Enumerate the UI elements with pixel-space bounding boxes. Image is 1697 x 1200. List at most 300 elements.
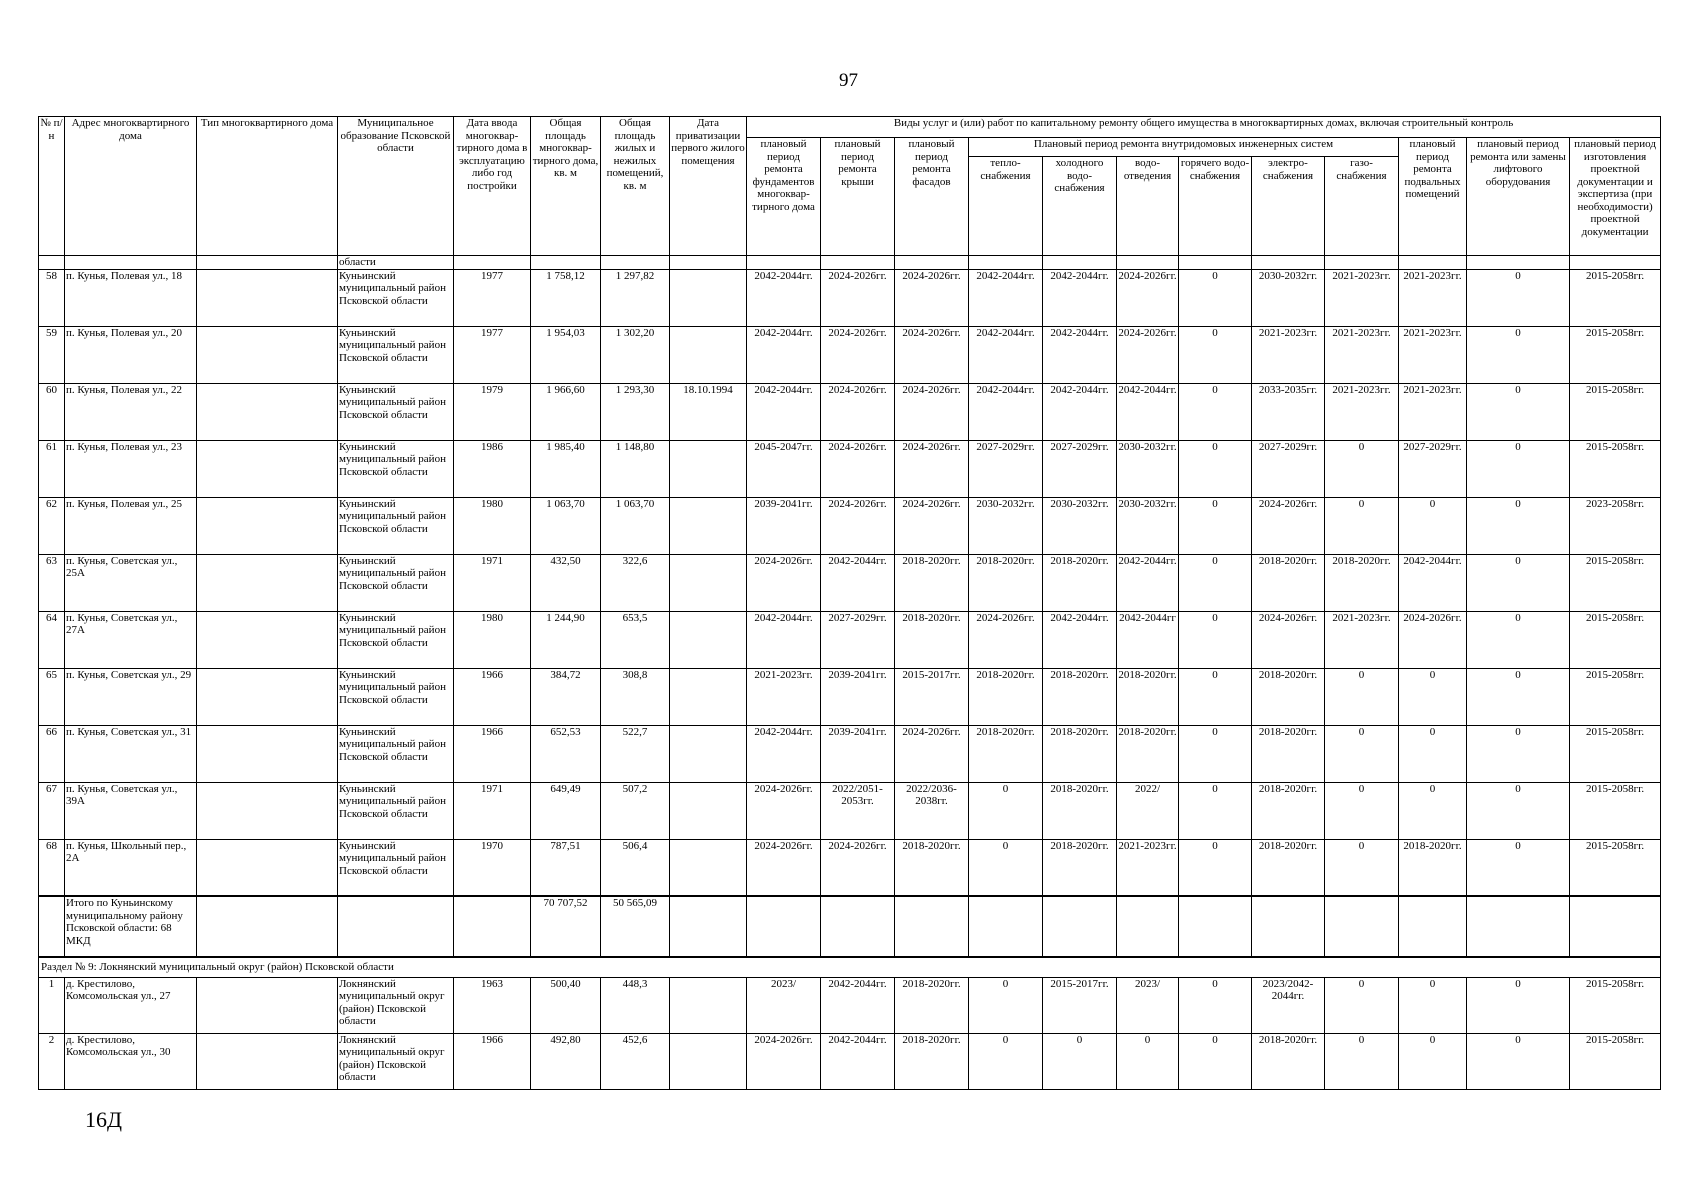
cell-privatization bbox=[670, 782, 747, 839]
cell-drainage: 2030-2032гг. bbox=[1117, 497, 1179, 554]
cell-roof: 2027-2029гг. bbox=[821, 611, 895, 668]
cell-drainage: 2022/ bbox=[1117, 782, 1179, 839]
cell-num: 1 bbox=[39, 977, 65, 1033]
cell-facade: 2024-2026гг. bbox=[895, 383, 969, 440]
cell-basement: 2018-2020гг. bbox=[1399, 839, 1467, 896]
cell-privatization bbox=[670, 977, 747, 1033]
header-gas: газо-снабжения bbox=[1325, 157, 1399, 256]
cell-hot-water: 0 bbox=[1179, 611, 1252, 668]
cell-gas: 0 bbox=[1325, 440, 1399, 497]
cell-foundation: 2024-2026гг. bbox=[747, 839, 821, 896]
cell-heat: 2042-2044гг. bbox=[969, 383, 1043, 440]
cell-electric: 2033-2035гг. bbox=[1252, 383, 1325, 440]
cell-gas: 2021-2023гг. bbox=[1325, 326, 1399, 383]
cell-num: 2 bbox=[39, 1033, 65, 1089]
table-row bbox=[39, 668, 1661, 725]
cell-total-area: 1 966,60 bbox=[531, 383, 601, 440]
cell-foundation: 2042-2044гг. bbox=[747, 725, 821, 782]
cell-gas: 0 bbox=[1325, 839, 1399, 896]
header-foundation: плановый период ремонта фундаментов многоквар-тирного дома bbox=[747, 138, 821, 256]
cell-municipality: Куньинский муниципальный район Псковской области bbox=[338, 611, 454, 668]
cell-facade: 2024-2026гг. bbox=[895, 326, 969, 383]
capital-repair-table bbox=[38, 116, 1661, 1090]
cell-municipality: Локнянский муниципальный округ (район) Псковской области bbox=[338, 1033, 454, 1089]
header-roof: плановый период ремонта крыши bbox=[821, 138, 895, 256]
cell-facade: 2018-2020гг. bbox=[895, 839, 969, 896]
cell-foundation: 2021-2023гг. bbox=[747, 668, 821, 725]
cell-facade: 2018-2020гг. bbox=[895, 554, 969, 611]
cell-municipality: Куньинский муниципальный район Псковской области bbox=[338, 269, 454, 326]
cell-facade: 2015-2017гг. bbox=[895, 668, 969, 725]
cell-heat: 2018-2020гг. bbox=[969, 554, 1043, 611]
cell-privatization bbox=[670, 269, 747, 326]
cell-elevator: 0 bbox=[1467, 383, 1570, 440]
cell-hot-water: 0 bbox=[1179, 668, 1252, 725]
cell-year: 1971 bbox=[454, 554, 531, 611]
cell-foundation: 2042-2044гг. bbox=[747, 611, 821, 668]
cell-cold-water: 2018-2020гг. bbox=[1043, 668, 1117, 725]
cell-cold-water: 2027-2029гг. bbox=[1043, 440, 1117, 497]
cell-facade: 2024-2026гг. bbox=[895, 269, 969, 326]
total-row bbox=[39, 896, 1661, 957]
cell-municipality: Куньинский муниципальный район Псковской области bbox=[338, 839, 454, 896]
cell-num: 62 bbox=[39, 497, 65, 554]
cell-foundation: 2042-2044гг. bbox=[747, 383, 821, 440]
cell-cold-water: 2042-2044гг. bbox=[1043, 269, 1117, 326]
header-drainage: водо-отведения bbox=[1117, 157, 1179, 256]
cell-elevator: 0 bbox=[1467, 668, 1570, 725]
cell-roof: 2024-2026гг. bbox=[821, 269, 895, 326]
cell-type bbox=[197, 725, 338, 782]
header-cold-water: холодного водо-снабжения bbox=[1043, 157, 1117, 256]
cell-electric: 2018-2020гг. bbox=[1252, 839, 1325, 896]
cell-gas: 2021-2023гг. bbox=[1325, 611, 1399, 668]
cell-num: 64 bbox=[39, 611, 65, 668]
cell-num: 65 bbox=[39, 668, 65, 725]
cell-living-area: 1 148,80 bbox=[601, 440, 670, 497]
cell-municipality: Куньинский муниципальный район Псковской области bbox=[338, 782, 454, 839]
cell-hot-water: 0 bbox=[1179, 383, 1252, 440]
cell-type bbox=[197, 668, 338, 725]
cell-elevator: 0 bbox=[1467, 269, 1570, 326]
cell-total-area: 1 758,12 bbox=[531, 269, 601, 326]
total-label: Итого по Куньинскому муниципальному району Псковской области: 68 МКД bbox=[65, 896, 197, 957]
header-systems-group: Плановый период ремонта внутридомовых инженерных систем bbox=[969, 138, 1399, 157]
cell-privatization bbox=[670, 839, 747, 896]
total-area: 70 707,52 bbox=[531, 896, 601, 957]
cell-address: п. Кунья, Советская ул., 39А bbox=[65, 782, 197, 839]
cell-design: 2015-2058гг. bbox=[1570, 269, 1661, 326]
section-title: Раздел № 9: Локнянский муниципальный округ (район) Псковской области bbox=[39, 957, 1661, 977]
cell-num: 63 bbox=[39, 554, 65, 611]
cell-design: 2015-2058гг. bbox=[1570, 1033, 1661, 1089]
cell-facade: 2024-2026гг. bbox=[895, 725, 969, 782]
cell-living-area: 507,2 bbox=[601, 782, 670, 839]
table-row bbox=[39, 383, 1661, 440]
cell-facade: 2018-2020гг. bbox=[895, 977, 969, 1033]
cell-municipality: Куньинский муниципальный район Псковской области bbox=[338, 668, 454, 725]
cell-address: п. Кунья, Полевая ул., 20 bbox=[65, 326, 197, 383]
footer-mark: 16Д bbox=[85, 1107, 123, 1132]
cell-address: д. Крестилово, Комсомольская ул., 27 bbox=[65, 977, 197, 1033]
cell-year: 1979 bbox=[454, 383, 531, 440]
cell-total-area: 652,53 bbox=[531, 725, 601, 782]
cell-num: 60 bbox=[39, 383, 65, 440]
cell-gas: 0 bbox=[1325, 497, 1399, 554]
cell-heat: 0 bbox=[969, 839, 1043, 896]
cell-drainage: 2018-2020гг. bbox=[1117, 668, 1179, 725]
cell-type bbox=[197, 326, 338, 383]
cell-year: 1980 bbox=[454, 611, 531, 668]
cell-roof: 2022/2051-2053гг. bbox=[821, 782, 895, 839]
cell-roof: 2042-2044гг. bbox=[821, 554, 895, 611]
cell-foundation: 2045-2047гг. bbox=[747, 440, 821, 497]
cell-municipality: Куньинский муниципальный район Псковской области bbox=[338, 554, 454, 611]
header-privatization-date: Дата приватизации первого жилого помещения bbox=[670, 117, 747, 256]
cell-type bbox=[197, 977, 338, 1033]
cell-address: п. Кунья, Полевая ул., 18 bbox=[65, 269, 197, 326]
cell-privatization bbox=[670, 440, 747, 497]
cell-gas: 0 bbox=[1325, 1033, 1399, 1089]
cell-heat: 2024-2026гг. bbox=[969, 611, 1043, 668]
cell-address: п. Кунья, Советская ул., 27А bbox=[65, 611, 197, 668]
cell-privatization bbox=[670, 554, 747, 611]
cell-roof: 2039-2041гг. bbox=[821, 668, 895, 725]
cell-elevator: 0 bbox=[1467, 977, 1570, 1033]
cell-foundation: 2024-2026гг. bbox=[747, 1033, 821, 1089]
cell-foundation: 2024-2026гг. bbox=[747, 554, 821, 611]
cell-heat: 2042-2044гг. bbox=[969, 326, 1043, 383]
cell-design: 2015-2058гг. bbox=[1570, 326, 1661, 383]
cell-drainage: 2042-2044гг bbox=[1117, 611, 1179, 668]
cell-electric: 2023/2042-2044гг. bbox=[1252, 977, 1325, 1033]
cell-roof: 2039-2041гг. bbox=[821, 725, 895, 782]
cell-total-area: 432,50 bbox=[531, 554, 601, 611]
cell-living-area: 1 063,70 bbox=[601, 497, 670, 554]
cell-basement: 2024-2026гг. bbox=[1399, 611, 1467, 668]
cell-cold-water: 2018-2020гг. bbox=[1043, 839, 1117, 896]
cell-hot-water: 0 bbox=[1179, 554, 1252, 611]
cell-municipality: Локнянский муниципальный округ (район) Псковской области bbox=[338, 977, 454, 1033]
cell-design: 2015-2058гг. bbox=[1570, 668, 1661, 725]
cell-cold-water: 2018-2020гг. bbox=[1043, 554, 1117, 611]
cell-type bbox=[197, 839, 338, 896]
cell-type bbox=[197, 611, 338, 668]
cell-privatization bbox=[670, 1033, 747, 1089]
cell-living-area: 1 302,20 bbox=[601, 326, 670, 383]
cell-gas: 0 bbox=[1325, 725, 1399, 782]
cell-basement: 0 bbox=[1399, 977, 1467, 1033]
header-heat: тепло-снабжения bbox=[969, 157, 1043, 256]
cell-year: 1980 bbox=[454, 497, 531, 554]
header-commission-date: Дата ввода многоквар-тирного дома в эксплуатацию либо год постройки bbox=[454, 117, 531, 256]
cell-address: п. Кунья, Полевая ул., 25 bbox=[65, 497, 197, 554]
cell-type bbox=[197, 269, 338, 326]
cell-living-area: 506,4 bbox=[601, 839, 670, 896]
cell-year: 1977 bbox=[454, 269, 531, 326]
cell-roof: 2024-2026гг. bbox=[821, 383, 895, 440]
cell-heat: 2027-2029гг. bbox=[969, 440, 1043, 497]
table-row bbox=[39, 977, 1661, 1033]
cell-design: 2015-2058гг. bbox=[1570, 383, 1661, 440]
cell-hot-water: 0 bbox=[1179, 1033, 1252, 1089]
cell-municipality: Куньинский муниципальный район Псковской области bbox=[338, 725, 454, 782]
cell-heat: 0 bbox=[969, 782, 1043, 839]
continuation-row bbox=[39, 256, 1661, 270]
cell-drainage: 2042-2044гг. bbox=[1117, 554, 1179, 611]
cell-heat: 2042-2044гг. bbox=[969, 269, 1043, 326]
cell-cold-water: 2015-2017гг. bbox=[1043, 977, 1117, 1033]
section-row bbox=[39, 957, 1661, 977]
cell-basement: 0 bbox=[1399, 782, 1467, 839]
cell-hot-water: 0 bbox=[1179, 497, 1252, 554]
cell-privatization bbox=[670, 611, 747, 668]
table-row bbox=[39, 269, 1661, 326]
cell-total-area: 500,40 bbox=[531, 977, 601, 1033]
cell-type bbox=[197, 497, 338, 554]
cell-design: 2015-2058гг. bbox=[1570, 839, 1661, 896]
cell-design: 2015-2058гг. bbox=[1570, 725, 1661, 782]
cell-facade: 2024-2026гг. bbox=[895, 440, 969, 497]
cell-foundation: 2023/ bbox=[747, 977, 821, 1033]
cell-total-area: 1 063,70 bbox=[531, 497, 601, 554]
cell-electric: 2018-2020гг. bbox=[1252, 725, 1325, 782]
header-municipality: Муниципальное образование Псковской области bbox=[338, 117, 454, 256]
cell-living-area: 522,7 bbox=[601, 725, 670, 782]
cell-year: 1971 bbox=[454, 782, 531, 839]
cell-design: 2015-2058гг. bbox=[1570, 611, 1661, 668]
table-row bbox=[39, 1033, 1661, 1089]
cell-hot-water: 0 bbox=[1179, 839, 1252, 896]
cell-privatization bbox=[670, 668, 747, 725]
cell-roof: 2024-2026гг. bbox=[821, 497, 895, 554]
cell-type bbox=[197, 554, 338, 611]
header-design: плановый период изготовления проектной документации и экспертиза (при необходимости) проектной документации bbox=[1570, 138, 1661, 256]
table-row bbox=[39, 782, 1661, 839]
cell-basement: 2027-2029гг. bbox=[1399, 440, 1467, 497]
cell-type bbox=[197, 383, 338, 440]
cell-municipality: Куньинский муниципальный район Псковской области bbox=[338, 497, 454, 554]
cell-heat: 2030-2032гг. bbox=[969, 497, 1043, 554]
cell-year: 1966 bbox=[454, 668, 531, 725]
cell-drainage: 2021-2023гг. bbox=[1117, 839, 1179, 896]
cell-num: 59 bbox=[39, 326, 65, 383]
cell-facade: 2018-2020гг. bbox=[895, 1033, 969, 1089]
header-num: № п/н bbox=[39, 117, 65, 256]
cell-privatization: 18.10.1994 bbox=[670, 383, 747, 440]
cell-type bbox=[197, 782, 338, 839]
cell-living-area: 653,5 bbox=[601, 611, 670, 668]
table-row bbox=[39, 440, 1661, 497]
cell-foundation: 2042-2044гг. bbox=[747, 326, 821, 383]
cell-address: п. Кунья, Полевая ул., 23 bbox=[65, 440, 197, 497]
header-total-area: Общая площадь многоквар-тирного дома, кв. м bbox=[531, 117, 601, 256]
cell-privatization bbox=[670, 326, 747, 383]
header-works-group: Виды услуг и (или) работ по капитальному ремонту общего имущества в многоквартирных домах, включая строительный контроль bbox=[747, 117, 1661, 138]
cell-gas: 0 bbox=[1325, 782, 1399, 839]
cell-cold-water: 2042-2044гг. bbox=[1043, 326, 1117, 383]
cell-living-area: 1 297,82 bbox=[601, 269, 670, 326]
cell-heat: 0 bbox=[969, 977, 1043, 1033]
cell-electric: 2024-2026гг. bbox=[1252, 497, 1325, 554]
cell-year: 1986 bbox=[454, 440, 531, 497]
cell-year: 1966 bbox=[454, 725, 531, 782]
cell-electric: 2018-2020гг. bbox=[1252, 1033, 1325, 1089]
cell-hot-water: 0 bbox=[1179, 725, 1252, 782]
table-row bbox=[39, 725, 1661, 782]
cell-electric: 2021-2023гг. bbox=[1252, 326, 1325, 383]
cell-total-area: 1 954,03 bbox=[531, 326, 601, 383]
cell-basement: 0 bbox=[1399, 668, 1467, 725]
cell-num: 67 bbox=[39, 782, 65, 839]
cell-gas: 2018-2020гг. bbox=[1325, 554, 1399, 611]
cell-design: 2023-2058гг. bbox=[1570, 497, 1661, 554]
cell-living-area: 1 293,30 bbox=[601, 383, 670, 440]
page-number: 97 bbox=[839, 70, 858, 91]
cell-municipality: Куньинский муниципальный район Псковской области bbox=[338, 440, 454, 497]
cell-address: п. Кунья, Советская ул., 29 bbox=[65, 668, 197, 725]
cell-cold-water: 2030-2032гг. bbox=[1043, 497, 1117, 554]
cell-foundation: 2042-2044гг. bbox=[747, 269, 821, 326]
cell-total-area: 384,72 bbox=[531, 668, 601, 725]
cell-basement: 2021-2023гг. bbox=[1399, 326, 1467, 383]
cell-facade: 2018-2020гг. bbox=[895, 611, 969, 668]
cell-address: п. Кунья, Школьный пер., 2А bbox=[65, 839, 197, 896]
cell-gas: 0 bbox=[1325, 977, 1399, 1033]
cell-year: 1963 bbox=[454, 977, 531, 1033]
cell-cold-water: 0 bbox=[1043, 1033, 1117, 1089]
cell-total-area: 649,49 bbox=[531, 782, 601, 839]
cell-drainage: 2024-2026гг. bbox=[1117, 326, 1179, 383]
cell-electric: 2018-2020гг. bbox=[1252, 782, 1325, 839]
cell-cold-water: 2042-2044гг. bbox=[1043, 611, 1117, 668]
cell-heat: 2018-2020гг. bbox=[969, 725, 1043, 782]
cell-drainage: 2023/ bbox=[1117, 977, 1179, 1033]
header-basement: плановый период ремонта подвальных помещений bbox=[1399, 138, 1467, 256]
cell-address: д. Крестилово, Комсомольская ул., 30 bbox=[65, 1033, 197, 1089]
cell-hot-water: 0 bbox=[1179, 326, 1252, 383]
cell-foundation: 2024-2026гг. bbox=[747, 782, 821, 839]
cell-drainage: 2030-2032гг. bbox=[1117, 440, 1179, 497]
cell-elevator: 0 bbox=[1467, 554, 1570, 611]
header-facade: плановый период ремонта фасадов bbox=[895, 138, 969, 256]
cell-year: 1966 bbox=[454, 1033, 531, 1089]
cell-gas: 0 bbox=[1325, 668, 1399, 725]
cell-privatization bbox=[670, 725, 747, 782]
cell-heat: 2018-2020гг. bbox=[969, 668, 1043, 725]
cell-roof: 2024-2026гг. bbox=[821, 440, 895, 497]
header-elevator: плановый период ремонта или замены лифтового оборудования bbox=[1467, 138, 1570, 256]
cell-elevator: 0 bbox=[1467, 611, 1570, 668]
cell-design: 2015-2058гг. bbox=[1570, 977, 1661, 1033]
cell-basement: 2021-2023гг. bbox=[1399, 383, 1467, 440]
cell-municipality: Куньинский муниципальный район Псковской области bbox=[338, 326, 454, 383]
cell-living-area: 452,6 bbox=[601, 1033, 670, 1089]
table-row bbox=[39, 326, 1661, 383]
cell-hot-water: 0 bbox=[1179, 440, 1252, 497]
cell-hot-water: 0 bbox=[1179, 782, 1252, 839]
table-row bbox=[39, 611, 1661, 668]
table-row bbox=[39, 497, 1661, 554]
cell-elevator: 0 bbox=[1467, 326, 1570, 383]
cell-year: 1977 bbox=[454, 326, 531, 383]
cell-elevator: 0 bbox=[1467, 1033, 1570, 1089]
cell-elevator: 0 bbox=[1467, 497, 1570, 554]
cell-electric: 2024-2026гг. bbox=[1252, 611, 1325, 668]
cell-total-area: 1 244,90 bbox=[531, 611, 601, 668]
cell-hot-water: 0 bbox=[1179, 977, 1252, 1033]
header-living-area: Общая площадь жилых и нежилых помещений, кв. м bbox=[601, 117, 670, 256]
cell-type bbox=[197, 1033, 338, 1089]
total-living-area: 50 565,09 bbox=[601, 896, 670, 957]
cell-type bbox=[197, 440, 338, 497]
cell-municipality: Куньинский муниципальный район Псковской области bbox=[338, 383, 454, 440]
cell-address: п. Кунья, Советская ул., 25А bbox=[65, 554, 197, 611]
table-body bbox=[39, 256, 1661, 1090]
cell-num: 68 bbox=[39, 839, 65, 896]
cell-design: 2015-2058гг. bbox=[1570, 554, 1661, 611]
cell-total-area: 1 985,40 bbox=[531, 440, 601, 497]
cell-foundation: 2039-2041гг. bbox=[747, 497, 821, 554]
cell-elevator: 0 bbox=[1467, 725, 1570, 782]
cell-living-area: 448,3 bbox=[601, 977, 670, 1033]
cell-electric: 2030-2032гг. bbox=[1252, 269, 1325, 326]
cell-basement: 2021-2023гг. bbox=[1399, 269, 1467, 326]
cell-cold-water: 2018-2020гг. bbox=[1043, 725, 1117, 782]
cell-cold-water: 2042-2044гг. bbox=[1043, 383, 1117, 440]
cell-design: 2015-2058гг. bbox=[1570, 782, 1661, 839]
header-hot-water: горячего водо-снабжения bbox=[1179, 157, 1252, 256]
cell-elevator: 0 bbox=[1467, 782, 1570, 839]
cell-living-area: 308,8 bbox=[601, 668, 670, 725]
cell-num: 58 bbox=[39, 269, 65, 326]
table-row bbox=[39, 554, 1661, 611]
cell-gas: 2021-2023гг. bbox=[1325, 269, 1399, 326]
cell-address: п. Кунья, Советская ул., 31 bbox=[65, 725, 197, 782]
cell-elevator: 0 bbox=[1467, 839, 1570, 896]
cell-num: 66 bbox=[39, 725, 65, 782]
cell-privatization bbox=[670, 497, 747, 554]
cell-living-area: 322,6 bbox=[601, 554, 670, 611]
cell-address: п. Кунья, Полевая ул., 22 bbox=[65, 383, 197, 440]
cell-basement: 2042-2044гг. bbox=[1399, 554, 1467, 611]
cell-elevator: 0 bbox=[1467, 440, 1570, 497]
cell-basement: 0 bbox=[1399, 725, 1467, 782]
cell-drainage: 0 bbox=[1117, 1033, 1179, 1089]
cell-year: 1970 bbox=[454, 839, 531, 896]
cell-electric: 2018-2020гг. bbox=[1252, 668, 1325, 725]
cell-basement: 0 bbox=[1399, 1033, 1467, 1089]
cell-electric: 2018-2020гг. bbox=[1252, 554, 1325, 611]
cell-total-area: 787,51 bbox=[531, 839, 601, 896]
header-address: Адрес многоквартирного дома bbox=[65, 117, 197, 256]
cell-hot-water: 0 bbox=[1179, 269, 1252, 326]
cell-num: 61 bbox=[39, 440, 65, 497]
cell-total-area: 492,80 bbox=[531, 1033, 601, 1089]
header-type: Тип многоквартирного дома bbox=[197, 117, 338, 256]
cell-drainage: 2024-2026гг. bbox=[1117, 269, 1179, 326]
header-electric: электро-снабжения bbox=[1252, 157, 1325, 256]
cell-roof: 2042-2044гг. bbox=[821, 977, 895, 1033]
cell-basement: 0 bbox=[1399, 497, 1467, 554]
cell-roof: 2024-2026гг. bbox=[821, 326, 895, 383]
cell-electric: 2027-2029гг. bbox=[1252, 440, 1325, 497]
cell-drainage: 2018-2020гг. bbox=[1117, 725, 1179, 782]
continuation-text: области bbox=[338, 256, 454, 270]
cell-cold-water: 2018-2020гг. bbox=[1043, 782, 1117, 839]
cell-roof: 2024-2026гг. bbox=[821, 839, 895, 896]
cell-roof: 2042-2044гг. bbox=[821, 1033, 895, 1089]
